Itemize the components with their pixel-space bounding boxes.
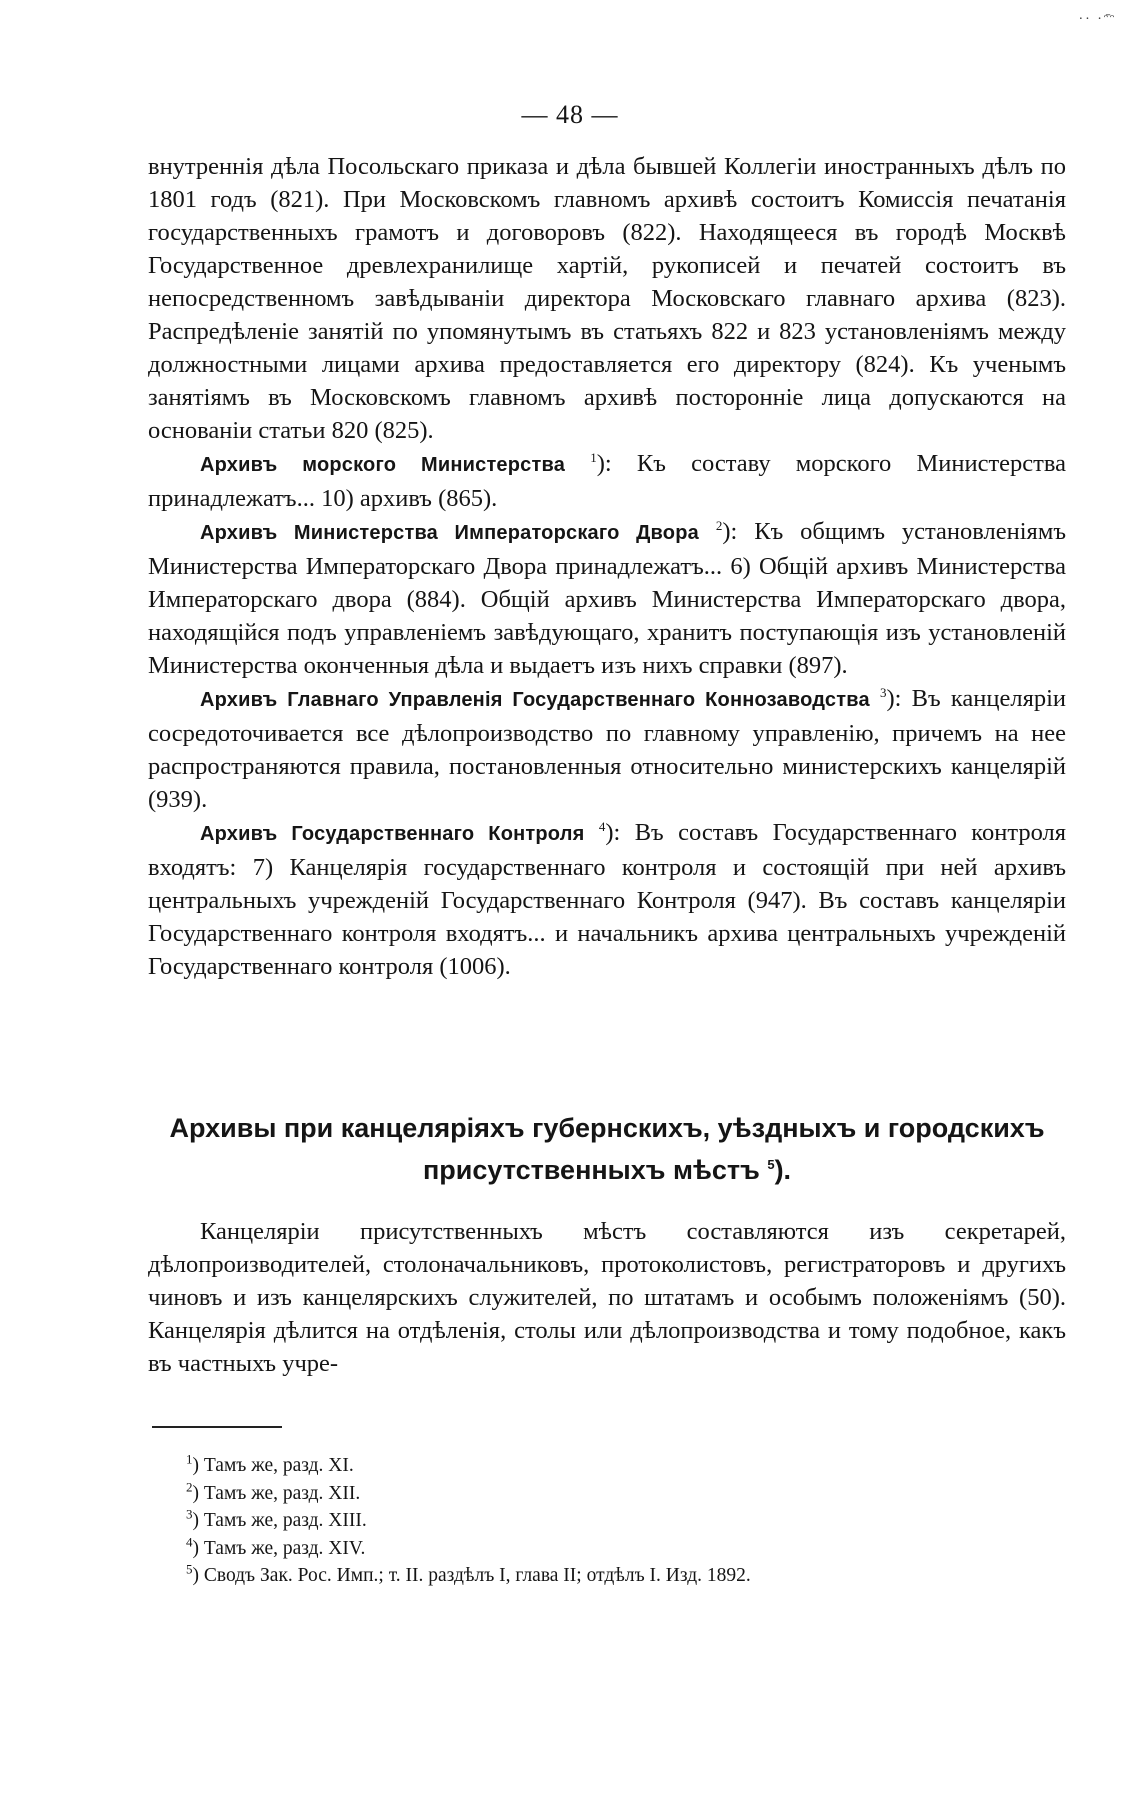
paragraph-text: Канцеляріи присутственныхъ мѣстъ составляются изъ секретарей, дѣлопроизводителей, столоначальниковъ, протоколистовъ, регистраторовъ и другихъ чиновъ и изъ канцелярскихъ служителей, по штатамъ и особымъ положеніямъ (50). Канцелярія дѣлится на отдѣленія, столы или дѣлопроизводства и тому подобное, какъ въ частныхъ учре- [148,1218,1066,1377]
section-heading [148,1107,1066,1191]
footnote-mark: 5 [186,1561,193,1577]
section-heading-text: присутственныхъ мѣстъ [422,1155,760,1185]
paragraph-chancelleries [148,1215,1066,1380]
footnote-text: ) Тамъ же, разд. XIII. [192,1510,367,1531]
footnote [186,1562,1046,1590]
footnote-mark: 2 [186,1479,193,1494]
footnote [186,1535,1046,1563]
page-number: — 48 — [521,100,619,129]
section-heading-line [148,1149,1066,1191]
footnote-text: ) Тамъ же, разд. XII. [192,1482,361,1504]
footnote-ref: 1 [590,449,597,465]
paragraph-continuation [148,150,1066,447]
paragraph-imperial-court-archive [148,515,1066,682]
footnote [186,1480,1046,1508]
footnote [186,1507,1046,1535]
section-text [148,1215,1066,1380]
footnote-ref: 3 [879,684,887,700]
paragraph-lead: Архивъ Главнаго Управленія Государственнаго Коннозаводства [200,689,870,711]
footnote-mark: 1 [186,1451,193,1467]
footnote-ref: 4 [598,818,606,834]
footnote-text: ) Тамъ же, разд. XI. [192,1455,354,1476]
paragraph-text: ): Къ составу морского Министерства принадлежатъ... 10) архивъ (865). [148,450,1066,512]
paragraph-lead: Архивъ Государственнаго Контроля [200,823,585,845]
scan-artifact-mark: ·· ·ᵔ̄ᵔ [1078,12,1116,27]
paragraph-lead: Архивъ морского Министерства [200,454,566,476]
footnote-mark: 4 [186,1534,193,1549]
paragraph-text: ): Къ общимъ установленіямъ Министерства Императорскаго Двора принадлежатъ... 6) Общій архивъ Министерства Императорскаго двора (884). Общій архивъ Министерства Императорскаго двора, находящійся подъ управленіемъ завѣдующаго, хранитъ поступающія изъ установленій Министерства оконченныя дѣла и выдаетъ изъ нихъ справки (897). [148,518,1067,679]
paragraph-text: ): Въ канцеляріи сосредоточивается все дѣлопроизводство по главному управленію, причемъ на нее распространяются правила, постановленныя относительно министерскихъ канцелярій (939). [148,685,1067,813]
paragraph-lead: Архивъ Министерства Императорскаго Двора [200,522,699,544]
paragraph-text: ): Въ составъ Государственнаго контроля входятъ: 7) Канцелярія государственнаго контроля и состоящій при ней архивъ центральныхъ учрежденій Государственнаго Контроля (947). Въ составъ канцеляріи Государственнаго контроля входятъ... и начальникъ архива центральныхъ учрежденій Государственнаго контроля (1006). [148,819,1067,980]
section-heading-line: Архивы при канцеляріяхъ губернскихъ, уѣздныхъ и городскихъ [169,1113,1045,1143]
footnote-text: ) Тамъ же, разд. XIV. [192,1537,366,1559]
paragraph-naval-archive [148,447,1066,515]
paragraph-text: внутреннія дѣла Посольскаго приказа и дѣла бывшей Коллегіи иностранныхъ дѣлъ по 1801 годъ (821). При Московскомъ главномъ архивѣ состоитъ Комиссія печатанія государственныхъ грамотъ и договоровъ (822). Находящееся въ городѣ Москвѣ Государственное древлехранилище хартій, рукописей и печатей состоитъ въ непосредственномъ завѣдываніи директора Московскаго главнаго архива (823). Распредѣленіе занятій по упомянутымъ въ статьяхъ 822 и 823 установленіямъ между должностными лицами архива предоставляется его директору (824). Къ ученымъ занятіямъ въ Московскомъ главномъ архивѣ посторонніе лица допускаются на основаніи статьи 820 (825). [148,153,1066,444]
footnotes [186,1452,1046,1590]
main-text [148,150,1066,983]
footnote-ref: 2 [715,517,723,533]
footnote-text: ) Сводъ Зак. Рос. Имп.; т. II. раздѣлъ I, глава II; отдѣлъ I. Изд. 1892. [192,1565,751,1586]
footnote-ref: 5 [767,1157,775,1172]
paragraph-stud-farming-archive [148,682,1066,816]
paragraph-state-control-archive [148,816,1066,983]
footnote [186,1452,1046,1480]
footnote-mark: 3 [186,1506,193,1522]
section-heading-close: ). [774,1155,792,1185]
footnote-divider [152,1426,282,1428]
